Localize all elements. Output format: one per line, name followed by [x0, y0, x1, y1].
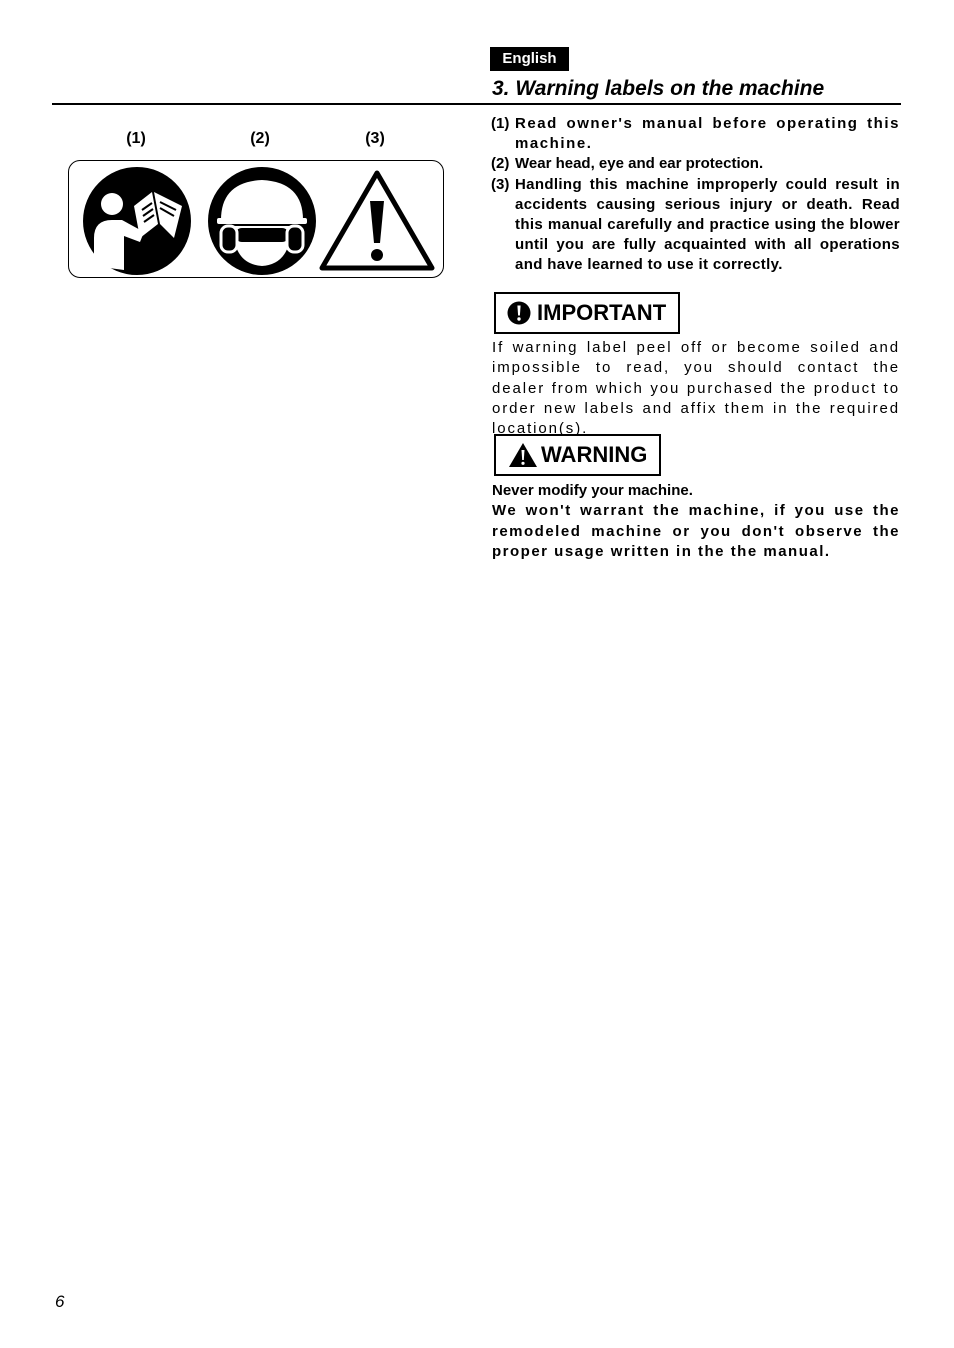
warning-line-1: Never modify your machine.	[492, 482, 693, 499]
warning-triangle-small-icon	[508, 442, 538, 468]
section-title: 3. Warning labels on the machine	[492, 77, 825, 100]
list-item	[491, 114, 900, 154]
figure-label-2: (2)	[250, 130, 270, 147]
warning-label-panel	[68, 160, 444, 278]
warning-title: WARNING	[541, 442, 648, 467]
head-eye-ear-protection-icon	[207, 166, 317, 276]
figure-label-1: (1)	[126, 130, 146, 147]
list-item-text: Wear head, eye and ear protection.	[515, 155, 764, 173]
warning-callout	[494, 434, 661, 476]
list-item-number: (3)	[491, 175, 510, 193]
warning-triangle-icon	[317, 167, 437, 273]
list-item-number: (1)	[491, 115, 510, 132]
warning-line-2: We won't warrant the machine, if you use the remodeled machine or you don't observe the proper usage written in the the manual.	[492, 502, 900, 560]
read-manual-icon	[82, 166, 192, 276]
important-text-content: If warning label peel off or become soiled and impossible to read, you should contact the dealer from which you purchased the product to order new labels and affix them in the required location(s).	[492, 339, 900, 438]
list-item-number: (2)	[491, 155, 510, 173]
header-rule	[52, 103, 901, 105]
warning-text	[492, 481, 900, 562]
label-explanation-list	[491, 114, 900, 276]
exclamation-circle-icon	[507, 301, 531, 325]
language-tag: English	[490, 47, 569, 71]
list-item	[491, 154, 900, 174]
figure-label-3: (3)	[365, 130, 385, 147]
important-callout	[494, 292, 680, 334]
page-number: 6	[55, 1292, 65, 1311]
list-item-text: Read owner's manual before operating this machine.	[515, 115, 900, 153]
important-text	[492, 338, 900, 439]
list-item-text: Handling this machine improperly could result in accidents causing serious injury or death. Read this manual carefully and practice using the blower until you are fully acquainted with all operations and have learned to use it correctly.	[515, 175, 900, 274]
list-item	[491, 175, 900, 276]
important-title: IMPORTANT	[537, 300, 667, 325]
